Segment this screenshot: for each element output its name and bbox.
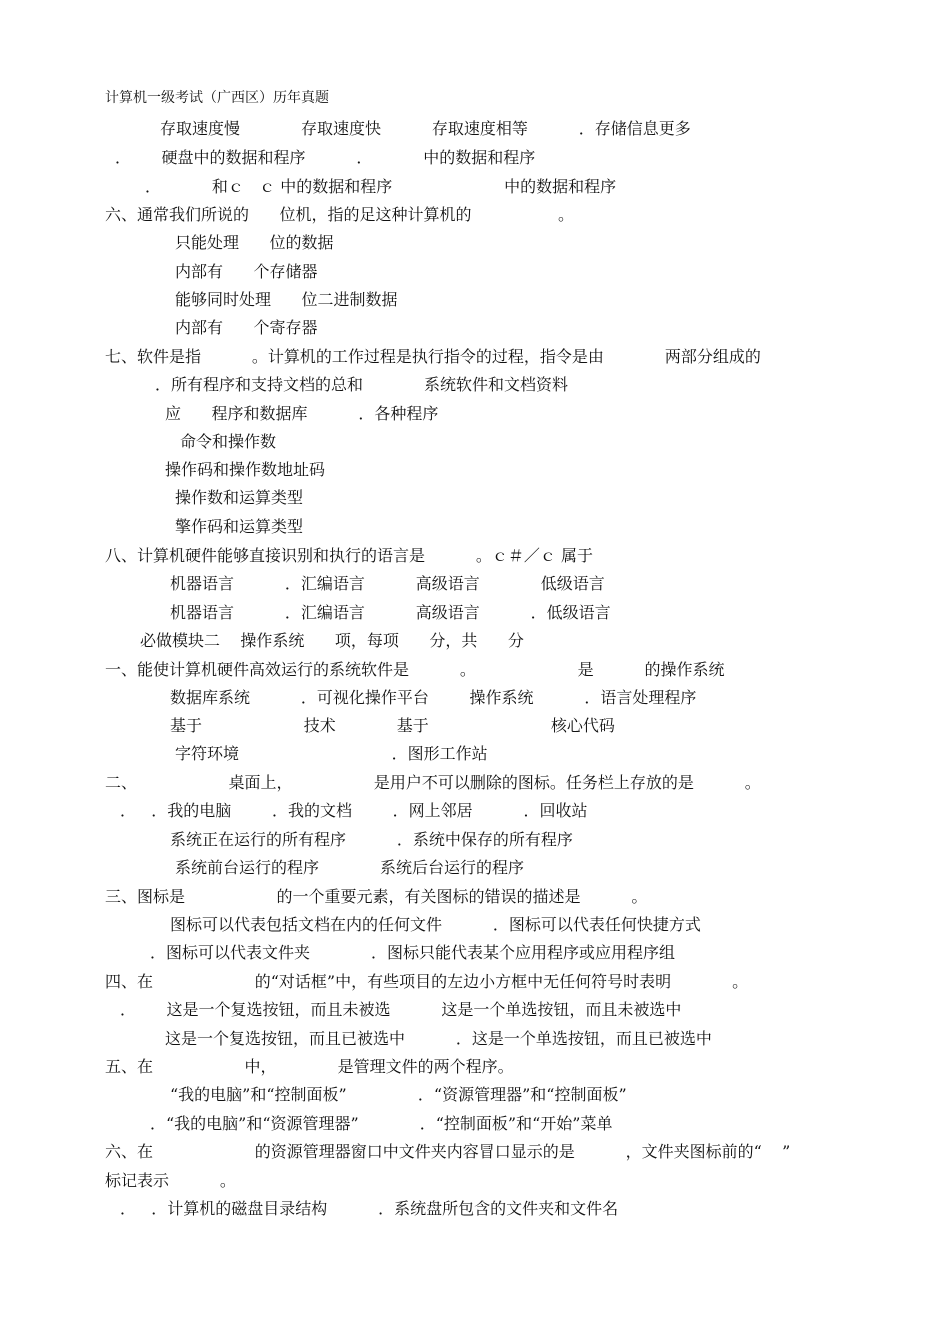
text-line: ．图标可以代表文件夹 ．图标只能代表某个应用程序或应用程序组: [150, 943, 676, 962]
text-line: ． ．我的电脑 ．我的文档 ．网上邻居 ．回收站: [120, 801, 588, 820]
text-line: 字符环境 ．图形工作站: [175, 744, 488, 763]
text-line: 系统前台运行的程序 系统后台运行的程序: [175, 858, 525, 877]
text-line: 存取速度慢 存取速度快 存取速度相等 ．存储信息更多: [160, 119, 691, 138]
text-line: 操作数和运算类型: [175, 488, 304, 507]
question-five: 五、在 中， 是管理文件的两个程序。: [105, 1057, 514, 1076]
text-line: ．所有程序和支持文档的总和 系统软件和文档资料: [155, 375, 569, 394]
text-line: 擎作码和运算类型: [175, 517, 304, 536]
text-line: 标记表示 。: [105, 1171, 236, 1190]
text-line: 应 程序和数据库 ．各种程序: [165, 404, 439, 423]
text-line: 操作码和操作数地址码: [165, 460, 326, 479]
question-six: 六、通常我们所说的 位机，指的足这种计算机的 。: [105, 205, 574, 224]
text-line: 系统正在运行的所有程序 ．系统中保存的所有程序: [170, 830, 573, 849]
text-line: 只能处理 位的数据: [175, 233, 334, 252]
text-line: “我的电脑”和“控制面板” ．“资源管理器”和“控制面板”: [170, 1085, 627, 1104]
question-one: 一、能使计算机硬件高效运行的系统软件是 。 是 的操作系统: [105, 660, 725, 679]
text-line: 机器语言 ．汇编语言 高级语言 ．低级语言: [170, 603, 611, 622]
text-line: 数据库系统 ．可视化操作平台 操作系统 ．语言处理程序: [170, 688, 697, 707]
question-six-b: 六、在 的资源管理器窗口中文件夹内容冒口显示的是 ，文件夹图标前的“ ”: [105, 1142, 791, 1161]
text-line: 内部有 个存储器: [175, 262, 318, 281]
question-eight: 八、计算机硬件能够直接识别和执行的语言是 。ｃ＃／ｃ 属于: [105, 546, 593, 565]
text-line: 内部有 个寄存器: [175, 318, 318, 337]
text-line: ． ．计算机的磁盘目录结构 ．系统盘所包含的文件夹和文件名: [120, 1199, 619, 1218]
text-line: 机器语言 ．汇编语言 高级语言 低级语言: [170, 574, 605, 593]
text-line: 命令和操作数: [180, 432, 277, 451]
question-two: 二、 桌面上， 是用户不可以删除的图标。任务栏上存放的是 。: [105, 773, 761, 792]
page-header: 计算机一级考试（广西区）历年真题: [105, 90, 329, 106]
question-three: 三、图标是 的一个重要元素，有关图标的错误的描述是 。: [105, 887, 648, 906]
text-line: ． 硬盘中的数据和程序 ． 中的数据和程序: [115, 148, 536, 167]
text-line: ． 这是一个复选按钮，而且未被选 这是一个单选按钮，而且未被选中: [120, 1000, 682, 1019]
text-line: ．“我的电脑”和“资源管理器” ．“控制面板”和“开始”菜单: [150, 1114, 613, 1133]
question-four: 四、在 的“对话框”中，有些项目的左边小方框中无任何符号时表明 。: [105, 972, 749, 991]
section-heading: 必做模块二 操作系统 项，每项 分，共 分: [140, 631, 524, 650]
text-line: 能够同时处理 位二进制数据: [175, 290, 398, 309]
text-line: ． 和ｃ ｃ 中的数据和程序 中的数据和程序: [145, 177, 617, 196]
text-line: 图标可以代表包括文档在内的任何文件 ．图标可以代表任何快捷方式: [170, 915, 701, 934]
question-seven: 七、软件是指 。计算机的工作过程是执行指令的过程，指令是由 两部分组成的: [105, 347, 761, 366]
text-line: 基于 技术 基于 核心代码: [170, 716, 615, 735]
text-line: 这是一个复选按钮，而且已被选中 ．这是一个单选按钮，而且已被选中: [165, 1029, 712, 1048]
